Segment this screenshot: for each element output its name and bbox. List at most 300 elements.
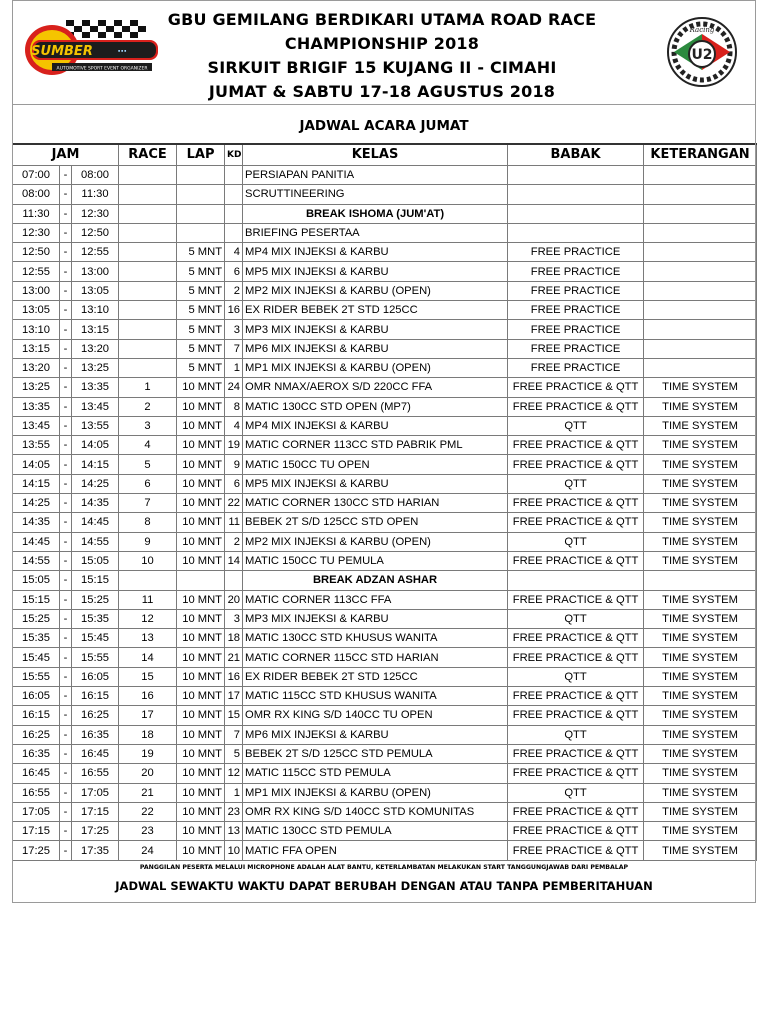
time-separator: - [60, 841, 72, 860]
time-separator: - [60, 320, 72, 339]
lap-duration: 10 MNT [177, 590, 225, 609]
end-time: 13:55 [72, 416, 119, 435]
remark [644, 571, 757, 590]
schedule-row [13, 262, 757, 281]
class-name: BEBEK 2T S/D 125CC STD OPEN [243, 513, 508, 532]
schedule-row [13, 436, 757, 455]
start-time: 15:25 [13, 609, 60, 628]
remark: TIME SYSTEM [644, 706, 757, 725]
session-name: QTT [508, 416, 644, 435]
schedule-row [13, 281, 757, 300]
race-number: 8 [119, 513, 177, 532]
class-name: MATIC 130CC STD KHUSUS WANITA [243, 629, 508, 648]
class-name: MP3 MIX INJEKSI & KARBU [243, 320, 508, 339]
class-name: MATIC FFA OPEN [243, 841, 508, 860]
break-row [13, 571, 757, 590]
kd-number [225, 571, 243, 590]
class-name: MATIC CORNER 113CC STD PABRIK PML [243, 436, 508, 455]
time-separator: - [60, 629, 72, 648]
kd-number: 14 [225, 551, 243, 570]
race-number [119, 204, 177, 223]
schedule-row [13, 455, 757, 474]
start-time: 08:00 [13, 185, 60, 204]
time-separator: - [60, 648, 72, 667]
schedule-row [13, 629, 757, 648]
remark [644, 204, 757, 223]
kd-number: 21 [225, 648, 243, 667]
lap-duration: 10 MNT [177, 532, 225, 551]
kd-number: 6 [225, 262, 243, 281]
race-number: 10 [119, 551, 177, 570]
session-name: FREE PRACTICE & QTT [508, 397, 644, 416]
race-number: 19 [119, 744, 177, 763]
logo-right-subtext: Racing [689, 26, 715, 34]
start-time: 16:05 [13, 687, 60, 706]
race-number [119, 262, 177, 281]
race-number: 13 [119, 629, 177, 648]
schedule-title: JADWAL ACARA JUMAT [12, 114, 756, 138]
race-number: 3 [119, 416, 177, 435]
session-name [508, 223, 644, 242]
kd-number: 4 [225, 416, 243, 435]
session-name: FREE PRACTICE & QTT [508, 687, 644, 706]
class-name: MATIC 150CC TU OPEN [243, 455, 508, 474]
schedule-row [13, 494, 757, 513]
end-time: 15:15 [72, 571, 119, 590]
race-number: 23 [119, 822, 177, 841]
time-separator: - [60, 204, 72, 223]
session-name: FREE PRACTICE & QTT [508, 822, 644, 841]
time-separator: - [60, 474, 72, 493]
class-name: MP6 MIX INJEKSI & KARBU [243, 725, 508, 744]
kd-number: 5 [225, 744, 243, 763]
end-time: 14:55 [72, 532, 119, 551]
start-time: 15:05 [13, 571, 60, 590]
session-name: FREE PRACTICE & QTT [508, 706, 644, 725]
race-number: 7 [119, 494, 177, 513]
lap-duration: 5 MNT [177, 281, 225, 300]
time-separator: - [60, 339, 72, 358]
time-separator: - [60, 744, 72, 763]
time-separator: - [60, 301, 72, 320]
remark: TIME SYSTEM [644, 725, 757, 744]
schedule-row [13, 687, 757, 706]
end-time: 11:30 [72, 185, 119, 204]
kd-number: 7 [225, 725, 243, 744]
logo-left-subtext: AUTOMOTIVE SPORT EVENT ORGANIZER [56, 66, 148, 72]
remark [644, 243, 757, 262]
remark: TIME SYSTEM [644, 802, 757, 821]
remark: TIME SYSTEM [644, 416, 757, 435]
kd-number: 2 [225, 532, 243, 551]
remark: TIME SYSTEM [644, 744, 757, 763]
session-name: FREE PRACTICE & QTT [508, 648, 644, 667]
title-line-4: JUMAT & SABTU 17-18 AGUSTUS 2018 [208, 82, 556, 101]
title-line-2: CHAMPIONSHIP 2018 [284, 34, 480, 53]
kd-number: 1 [225, 358, 243, 377]
session-name: FREE PRACTICE [508, 339, 644, 358]
remark [644, 223, 757, 242]
end-time: 16:05 [72, 667, 119, 686]
class-name: EX RIDER BEBEK 2T STD 125CC [243, 667, 508, 686]
class-name: OMR RX KING S/D 140CC TU OPEN [243, 706, 508, 725]
time-separator: - [60, 281, 72, 300]
start-time: 16:55 [13, 783, 60, 802]
lap-duration: 10 MNT [177, 474, 225, 493]
start-time: 13:45 [13, 416, 60, 435]
end-time: 13:15 [72, 320, 119, 339]
remark [644, 166, 757, 185]
end-time: 15:35 [72, 609, 119, 628]
kd-number: 10 [225, 841, 243, 860]
race-number [119, 281, 177, 300]
session-name: FREE PRACTICE & QTT [508, 629, 644, 648]
kd-number: 15 [225, 706, 243, 725]
class-name: OMR RX KING S/D 140CC STD KOMUNITAS [243, 802, 508, 821]
lap-duration: 10 MNT [177, 706, 225, 725]
session-name [508, 166, 644, 185]
end-time: 12:55 [72, 243, 119, 262]
remark: TIME SYSTEM [644, 764, 757, 783]
lap-duration: 10 MNT [177, 783, 225, 802]
time-separator: - [60, 802, 72, 821]
time-separator: - [60, 551, 72, 570]
lap-duration: 10 MNT [177, 725, 225, 744]
remark: TIME SYSTEM [644, 532, 757, 551]
class-name: PERSIAPAN PANITIA [243, 166, 508, 185]
class-name: MATIC 150CC TU PEMULA [243, 551, 508, 570]
remark: TIME SYSTEM [644, 687, 757, 706]
lap-duration: 10 MNT [177, 455, 225, 474]
schedule-row [13, 590, 757, 609]
lap-duration: 5 MNT [177, 320, 225, 339]
schedule-row [13, 185, 757, 204]
schedule-row [13, 609, 757, 628]
remark: TIME SYSTEM [644, 629, 757, 648]
class-name: MP5 MIX INJEKSI & KARBU [243, 474, 508, 493]
race-number: 21 [119, 783, 177, 802]
end-time: 17:15 [72, 802, 119, 821]
class-name: MP4 MIX INJEKSI & KARBU [243, 243, 508, 262]
end-time: 16:25 [72, 706, 119, 725]
time-separator: - [60, 494, 72, 513]
kd-number: 11 [225, 513, 243, 532]
kd-number: 23 [225, 802, 243, 821]
start-time: 11:30 [13, 204, 60, 223]
race-number: 1 [119, 378, 177, 397]
remark: TIME SYSTEM [644, 822, 757, 841]
lap-duration: 10 MNT [177, 841, 225, 860]
remark [644, 301, 757, 320]
race-number: 22 [119, 802, 177, 821]
lap-duration: 5 MNT [177, 262, 225, 281]
start-time: 16:15 [13, 706, 60, 725]
end-time: 08:00 [72, 166, 119, 185]
class-name: MP1 MIX INJEKSI & KARBU (OPEN) [243, 783, 508, 802]
svg-text:⋯: ⋯ [117, 47, 127, 57]
kd-number: 6 [225, 474, 243, 493]
class-name: MP2 MIX INJEKSI & KARBU (OPEN) [243, 281, 508, 300]
remark: TIME SYSTEM [644, 783, 757, 802]
col-header-race: RACE [119, 144, 177, 166]
race-number: 11 [119, 590, 177, 609]
remark [644, 320, 757, 339]
lap-duration: 10 MNT [177, 609, 225, 628]
start-time: 14:45 [13, 532, 60, 551]
race-number: 18 [119, 725, 177, 744]
col-header-babak: BABAK [508, 144, 644, 166]
class-name: MATIC 130CC STD PEMULA [243, 822, 508, 841]
lap-duration: 10 MNT [177, 764, 225, 783]
schedule-row [13, 339, 757, 358]
session-name: FREE PRACTICE [508, 281, 644, 300]
remark: TIME SYSTEM [644, 455, 757, 474]
lap-duration: 5 MNT [177, 339, 225, 358]
kd-number: 24 [225, 378, 243, 397]
end-time: 14:05 [72, 436, 119, 455]
time-separator: - [60, 243, 72, 262]
end-time: 16:15 [72, 687, 119, 706]
class-name: BEBEK 2T S/D 125CC STD PEMULA [243, 744, 508, 763]
start-time: 16:35 [13, 744, 60, 763]
schedule-row [13, 841, 757, 860]
lap-duration: 10 MNT [177, 378, 225, 397]
race-number [119, 223, 177, 242]
schedule-row [13, 764, 757, 783]
race-number: 6 [119, 474, 177, 493]
end-time: 13:25 [72, 358, 119, 377]
lap-duration: 10 MNT [177, 416, 225, 435]
schedule-row [13, 725, 757, 744]
kd-number [225, 185, 243, 204]
session-name: FREE PRACTICE & QTT [508, 764, 644, 783]
session-name: FREE PRACTICE & QTT [508, 455, 644, 474]
u2-racing-logo [666, 16, 738, 88]
lap-duration: 10 MNT [177, 551, 225, 570]
col-header-lap: LAP [177, 144, 225, 166]
schedule-row [13, 416, 757, 435]
remark [644, 281, 757, 300]
session-name: FREE PRACTICE & QTT [508, 590, 644, 609]
col-header-jam: JAM [13, 144, 119, 166]
schedule-row [13, 532, 757, 551]
time-separator: - [60, 262, 72, 281]
start-time: 17:15 [13, 822, 60, 841]
start-time: 13:00 [13, 281, 60, 300]
lap-duration [177, 223, 225, 242]
kd-number: 16 [225, 667, 243, 686]
race-number: 24 [119, 841, 177, 860]
end-time: 13:45 [72, 397, 119, 416]
kd-number: 3 [225, 320, 243, 339]
remark [644, 262, 757, 281]
kd-number: 22 [225, 494, 243, 513]
lap-duration [177, 204, 225, 223]
start-time: 13:55 [13, 436, 60, 455]
remark: TIME SYSTEM [644, 609, 757, 628]
schedule-row [13, 474, 757, 493]
class-name: MATIC CORNER 113CC FFA [243, 590, 508, 609]
end-time: 14:25 [72, 474, 119, 493]
start-time: 07:00 [13, 166, 60, 185]
session-name: FREE PRACTICE & QTT [508, 841, 644, 860]
class-name: BREAK ADZAN ASHAR [243, 571, 508, 590]
session-name: FREE PRACTICE [508, 243, 644, 262]
start-time: 14:55 [13, 551, 60, 570]
lap-duration [177, 571, 225, 590]
schedule-row [13, 744, 757, 763]
race-number: 4 [119, 436, 177, 455]
session-name: FREE PRACTICE & QTT [508, 802, 644, 821]
remark: TIME SYSTEM [644, 667, 757, 686]
schedule-row [13, 706, 757, 725]
time-separator: - [60, 436, 72, 455]
schedule-row [13, 822, 757, 841]
schedule-row [13, 166, 757, 185]
lap-duration: 10 MNT [177, 687, 225, 706]
lap-duration: 10 MNT [177, 494, 225, 513]
session-name: QTT [508, 725, 644, 744]
footer-disclaimer: JADWAL SEWAKTU WAKTU DAPAT BERUBAH DENGAN ATAU TANPA PEMBERITAHUAN [12, 876, 756, 896]
kd-number [225, 223, 243, 242]
class-name: MP4 MIX INJEKSI & KARBU [243, 416, 508, 435]
remark: TIME SYSTEM [644, 590, 757, 609]
class-name: MP6 MIX INJEKSI & KARBU [243, 339, 508, 358]
race-number: 9 [119, 532, 177, 551]
kd-number [225, 166, 243, 185]
end-time: 14:15 [72, 455, 119, 474]
document-header [12, 0, 756, 105]
session-name: FREE PRACTICE & QTT [508, 744, 644, 763]
schedule-row [13, 301, 757, 320]
session-name: FREE PRACTICE [508, 301, 644, 320]
time-separator: - [60, 358, 72, 377]
lap-duration: 5 MNT [177, 358, 225, 377]
start-time: 13:05 [13, 301, 60, 320]
end-time: 13:00 [72, 262, 119, 281]
kd-number: 17 [225, 687, 243, 706]
start-time: 13:10 [13, 320, 60, 339]
end-time: 16:55 [72, 764, 119, 783]
schedule-row [13, 320, 757, 339]
session-name: FREE PRACTICE [508, 262, 644, 281]
col-header-keterangan: KETERANGAN [644, 144, 757, 166]
race-number [119, 301, 177, 320]
session-name: FREE PRACTICE & QTT [508, 494, 644, 513]
lap-duration: 10 MNT [177, 436, 225, 455]
class-name: MATIC 115CC STD KHUSUS WANITA [243, 687, 508, 706]
remark: TIME SYSTEM [644, 474, 757, 493]
kd-number: 16 [225, 301, 243, 320]
logo-right-text: U2 [691, 47, 713, 63]
schedule-table [12, 143, 757, 861]
table-header-row [13, 144, 757, 166]
class-name: MATIC CORNER 115CC STD HARIAN [243, 648, 508, 667]
schedule-row [13, 223, 757, 242]
footer-note: PANGGILAN PESERTA MELALUI MICROPHONE ADALAH ALAT BANTU, KETERLAMBATAN MELAKUKAN START TANGGUNGJAWAB DARI PEMBALAP [12, 861, 756, 875]
schedule-row [13, 648, 757, 667]
remark: TIME SYSTEM [644, 841, 757, 860]
start-time: 13:25 [13, 378, 60, 397]
time-separator: - [60, 783, 72, 802]
lap-duration: 10 MNT [177, 513, 225, 532]
race-number [119, 166, 177, 185]
class-name: MP5 MIX INJEKSI & KARBU [243, 262, 508, 281]
race-number [119, 243, 177, 262]
lap-duration: 10 MNT [177, 667, 225, 686]
kd-number: 7 [225, 339, 243, 358]
time-separator: - [60, 223, 72, 242]
schedule-row [13, 243, 757, 262]
title-line-1: GBU GEMILANG BERDIKARI UTAMA ROAD RACE [167, 10, 597, 29]
remark: TIME SYSTEM [644, 397, 757, 416]
time-separator: - [60, 764, 72, 783]
session-name: QTT [508, 474, 644, 493]
start-time: 15:55 [13, 667, 60, 686]
lap-duration: 10 MNT [177, 397, 225, 416]
end-time: 13:05 [72, 281, 119, 300]
schedule-row [13, 358, 757, 377]
race-number [119, 358, 177, 377]
schedule-row [13, 802, 757, 821]
class-name: BRIEFING PESERTAA [243, 223, 508, 242]
kd-number: 13 [225, 822, 243, 841]
start-time: 14:35 [13, 513, 60, 532]
session-name: FREE PRACTICE & QTT [508, 551, 644, 570]
time-separator: - [60, 706, 72, 725]
schedule-row [13, 513, 757, 532]
time-separator: - [60, 397, 72, 416]
start-time: 14:15 [13, 474, 60, 493]
lap-duration: 10 MNT [177, 802, 225, 821]
end-time: 16:35 [72, 725, 119, 744]
class-name: MATIC 130CC STD OPEN (MP7) [243, 397, 508, 416]
race-number: 2 [119, 397, 177, 416]
schedule-row [13, 667, 757, 686]
time-separator: - [60, 455, 72, 474]
start-time: 13:20 [13, 358, 60, 377]
class-name: MP2 MIX INJEKSI & KARBU (OPEN) [243, 532, 508, 551]
remark: TIME SYSTEM [644, 494, 757, 513]
time-separator: - [60, 571, 72, 590]
time-separator: - [60, 166, 72, 185]
time-separator: - [60, 725, 72, 744]
lap-duration: 10 MNT [177, 629, 225, 648]
kd-number: 2 [225, 281, 243, 300]
schedule-row [13, 397, 757, 416]
end-time: 17:35 [72, 841, 119, 860]
col-header-kd: KD [225, 144, 243, 166]
class-name: MP3 MIX INJEKSI & KARBU [243, 609, 508, 628]
time-separator: - [60, 185, 72, 204]
class-name: MATIC CORNER 130CC STD HARIAN [243, 494, 508, 513]
break-row [13, 204, 757, 223]
end-time: 13:10 [72, 301, 119, 320]
time-separator: - [60, 513, 72, 532]
session-name: FREE PRACTICE [508, 320, 644, 339]
end-time: 15:05 [72, 551, 119, 570]
end-time: 12:30 [72, 204, 119, 223]
end-time: 13:20 [72, 339, 119, 358]
end-time: 13:35 [72, 378, 119, 397]
session-name: QTT [508, 532, 644, 551]
kd-number: 9 [225, 455, 243, 474]
remark: TIME SYSTEM [644, 378, 757, 397]
session-name [508, 204, 644, 223]
schedule-row [13, 783, 757, 802]
session-name: QTT [508, 667, 644, 686]
class-name: SCRUTTINEERING [243, 185, 508, 204]
